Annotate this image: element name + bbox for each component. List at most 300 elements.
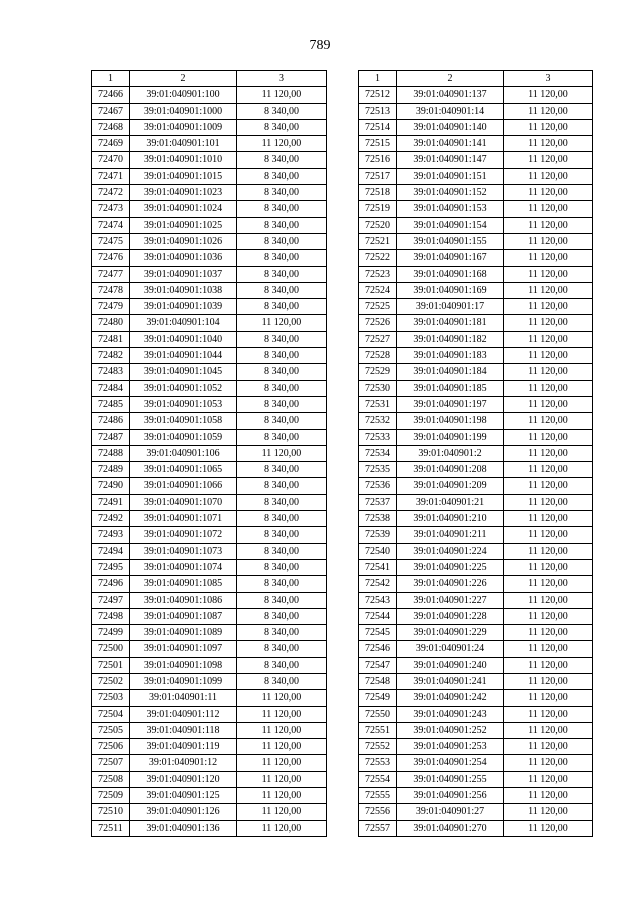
table-row	[359, 103, 593, 119]
cadastral-number-cell: 39:01:040901:1045	[130, 364, 237, 380]
row-number-cell: 72552	[359, 739, 397, 755]
cadastral-number-cell: 39:01:040901:209	[397, 478, 504, 494]
table-row	[92, 185, 327, 201]
amount-cell: 8 340,00	[237, 364, 327, 380]
table-row	[92, 168, 327, 184]
amount-cell: 11 120,00	[237, 771, 327, 787]
cadastral-number-cell: 39:01:040901:126	[130, 804, 237, 820]
table-row	[92, 608, 327, 624]
row-number-cell: 72522	[359, 250, 397, 266]
cadastral-number-cell: 39:01:040901:1089	[130, 625, 237, 641]
cadastral-number-cell: 39:01:040901:104	[130, 315, 237, 331]
table-row	[92, 201, 327, 217]
amount-cell: 8 340,00	[237, 576, 327, 592]
cadastral-number-cell: 39:01:040901:197	[397, 396, 504, 412]
table-row	[92, 511, 327, 527]
amount-cell: 8 340,00	[237, 152, 327, 168]
row-number-cell: 72542	[359, 576, 397, 592]
cadastral-number-cell: 39:01:040901:136	[130, 820, 237, 836]
row-number-cell: 72470	[92, 152, 130, 168]
amount-cell: 11 120,00	[504, 364, 593, 380]
row-number-cell: 72509	[92, 788, 130, 804]
row-number-cell: 72540	[359, 543, 397, 559]
table-row	[359, 266, 593, 282]
cadastral-number-cell: 39:01:040901:229	[397, 625, 504, 641]
column-header-2: 2	[397, 71, 504, 87]
table-row	[92, 673, 327, 689]
cadastral-number-cell: 39:01:040901:1025	[130, 217, 237, 233]
row-number-cell: 72534	[359, 445, 397, 461]
amount-cell: 8 340,00	[237, 543, 327, 559]
cadastral-number-cell: 39:01:040901:256	[397, 788, 504, 804]
table-row	[92, 527, 327, 543]
row-number-cell: 72496	[92, 576, 130, 592]
row-number-cell: 72483	[92, 364, 130, 380]
table-row	[92, 233, 327, 249]
cadastral-number-cell: 39:01:040901:1098	[130, 657, 237, 673]
amount-cell: 11 120,00	[504, 380, 593, 396]
table-row	[359, 250, 593, 266]
cadastral-number-cell: 39:01:040901:225	[397, 559, 504, 575]
table-row	[92, 543, 327, 559]
row-number-cell: 72551	[359, 722, 397, 738]
row-number-cell: 72479	[92, 299, 130, 315]
cadastral-number-cell: 39:01:040901:241	[397, 673, 504, 689]
cadastral-number-cell: 39:01:040901:1065	[130, 462, 237, 478]
cadastral-number-cell: 39:01:040901:106	[130, 445, 237, 461]
table-row	[359, 527, 593, 543]
cadastral-number-cell: 39:01:040901:1070	[130, 494, 237, 510]
cadastral-number-cell: 39:01:040901:240	[397, 657, 504, 673]
row-number-cell: 72469	[92, 136, 130, 152]
amount-cell: 8 340,00	[237, 657, 327, 673]
amount-cell: 8 340,00	[237, 250, 327, 266]
cadastral-number-cell: 39:01:040901:199	[397, 429, 504, 445]
cadastral-number-cell: 39:01:040901:2	[397, 445, 504, 461]
cadastral-number-cell: 39:01:040901:1039	[130, 299, 237, 315]
amount-cell: 8 340,00	[237, 511, 327, 527]
amount-cell: 8 340,00	[237, 462, 327, 478]
row-number-cell: 72480	[92, 315, 130, 331]
amount-cell: 11 120,00	[237, 820, 327, 836]
amount-cell: 11 120,00	[504, 87, 593, 103]
amount-cell: 8 340,00	[237, 185, 327, 201]
amount-cell: 11 120,00	[237, 804, 327, 820]
table-row	[359, 576, 593, 592]
cadastral-number-cell: 39:01:040901:153	[397, 201, 504, 217]
amount-cell: 11 120,00	[504, 217, 593, 233]
table-row	[359, 331, 593, 347]
row-number-cell: 72493	[92, 527, 130, 543]
amount-cell: 11 120,00	[504, 396, 593, 412]
row-number-cell: 72506	[92, 739, 130, 755]
cadastral-number-cell: 39:01:040901:168	[397, 266, 504, 282]
table-row	[359, 168, 593, 184]
table-row	[359, 396, 593, 412]
table-row	[359, 592, 593, 608]
cadastral-number-cell: 39:01:040901:137	[397, 87, 504, 103]
amount-cell: 11 120,00	[504, 788, 593, 804]
row-number-cell: 72548	[359, 673, 397, 689]
table-row	[359, 559, 593, 575]
table-row	[92, 119, 327, 135]
cadastral-number-cell: 39:01:040901:1099	[130, 673, 237, 689]
cadastral-number-cell: 39:01:040901:181	[397, 315, 504, 331]
cadastral-number-cell: 39:01:040901:182	[397, 331, 504, 347]
table-row	[92, 690, 327, 706]
row-number-cell: 72556	[359, 804, 397, 820]
cadastral-number-cell: 39:01:040901:154	[397, 217, 504, 233]
table-row	[92, 478, 327, 494]
row-number-cell: 72478	[92, 282, 130, 298]
amount-cell: 8 340,00	[237, 103, 327, 119]
row-number-cell: 72474	[92, 217, 130, 233]
table-row	[359, 201, 593, 217]
cadastral-number-cell: 39:01:040901:141	[397, 136, 504, 152]
amount-cell: 11 120,00	[504, 690, 593, 706]
table-row	[92, 282, 327, 298]
row-number-cell: 72511	[92, 820, 130, 836]
cadastral-number-cell: 39:01:040901:169	[397, 282, 504, 298]
row-number-cell: 72519	[359, 201, 397, 217]
amount-cell: 8 340,00	[237, 396, 327, 412]
cadastral-number-cell: 39:01:040901:155	[397, 233, 504, 249]
amount-cell: 11 120,00	[237, 136, 327, 152]
amount-cell: 11 120,00	[237, 788, 327, 804]
cadastral-number-cell: 39:01:040901:1072	[130, 527, 237, 543]
amount-cell: 8 340,00	[237, 119, 327, 135]
table-row	[92, 706, 327, 722]
amount-cell: 11 120,00	[504, 543, 593, 559]
row-number-cell: 72526	[359, 315, 397, 331]
row-number-cell: 72500	[92, 641, 130, 657]
amount-cell: 8 340,00	[237, 429, 327, 445]
amount-cell: 11 120,00	[237, 690, 327, 706]
row-number-cell: 72555	[359, 788, 397, 804]
cadastral-number-cell: 39:01:040901:125	[130, 788, 237, 804]
table-row	[92, 136, 327, 152]
amount-cell: 11 120,00	[504, 559, 593, 575]
row-number-cell: 72507	[92, 755, 130, 771]
table-row	[92, 722, 327, 738]
table-row	[359, 299, 593, 315]
row-number-cell: 72487	[92, 429, 130, 445]
column-header-2: 2	[130, 71, 237, 87]
row-number-cell: 72467	[92, 103, 130, 119]
amount-cell: 11 120,00	[504, 266, 593, 282]
table-row	[92, 462, 327, 478]
cadastral-number-cell: 39:01:040901:228	[397, 608, 504, 624]
cadastral-number-cell: 39:01:040901:255	[397, 771, 504, 787]
table-row	[92, 657, 327, 673]
cadastral-number-cell: 39:01:040901:167	[397, 250, 504, 266]
amount-cell: 8 340,00	[237, 282, 327, 298]
table-row	[92, 250, 327, 266]
row-number-cell: 72538	[359, 511, 397, 527]
row-number-cell: 72537	[359, 494, 397, 510]
amount-cell: 11 120,00	[504, 576, 593, 592]
amount-cell: 11 120,00	[504, 331, 593, 347]
row-number-cell: 72495	[92, 559, 130, 575]
table-row	[359, 722, 593, 738]
row-number-cell: 72468	[92, 119, 130, 135]
row-number-cell: 72541	[359, 559, 397, 575]
cadastral-number-cell: 39:01:040901:1097	[130, 641, 237, 657]
cadastral-number-cell: 39:01:040901:254	[397, 755, 504, 771]
table-row	[359, 657, 593, 673]
amount-cell: 8 340,00	[237, 625, 327, 641]
amount-cell: 11 120,00	[504, 119, 593, 135]
amount-cell: 8 340,00	[237, 331, 327, 347]
row-number-cell: 72505	[92, 722, 130, 738]
amount-cell: 8 340,00	[237, 527, 327, 543]
amount-cell: 11 120,00	[504, 722, 593, 738]
cadastral-number-cell: 39:01:040901:227	[397, 592, 504, 608]
table-row	[359, 608, 593, 624]
amount-cell: 11 120,00	[504, 706, 593, 722]
table-row	[92, 380, 327, 396]
row-number-cell: 72475	[92, 233, 130, 249]
row-number-cell: 72549	[359, 690, 397, 706]
amount-cell: 11 120,00	[504, 641, 593, 657]
cadastral-number-cell: 39:01:040901:270	[397, 820, 504, 836]
row-number-cell: 72530	[359, 380, 397, 396]
cadastral-number-cell: 39:01:040901:211	[397, 527, 504, 543]
row-number-cell: 72528	[359, 348, 397, 364]
row-number-cell: 72508	[92, 771, 130, 787]
table-row	[359, 87, 593, 103]
amount-cell: 11 120,00	[504, 136, 593, 152]
amount-cell: 11 120,00	[504, 804, 593, 820]
table-row	[92, 739, 327, 755]
table-row	[359, 673, 593, 689]
cadastral-number-cell: 39:01:040901:1009	[130, 119, 237, 135]
row-number-cell: 72532	[359, 413, 397, 429]
table-row	[92, 445, 327, 461]
amount-cell: 11 120,00	[504, 608, 593, 624]
row-number-cell: 72498	[92, 608, 130, 624]
cadastral-number-cell: 39:01:040901:11	[130, 690, 237, 706]
table-right-body	[359, 87, 593, 837]
row-number-cell: 72486	[92, 413, 130, 429]
amount-cell: 8 340,00	[237, 592, 327, 608]
table-left-body	[92, 87, 327, 837]
table-row	[359, 315, 593, 331]
amount-cell: 11 120,00	[237, 755, 327, 771]
amount-cell: 8 340,00	[237, 641, 327, 657]
row-number-cell: 72473	[92, 201, 130, 217]
table-row	[92, 364, 327, 380]
row-number-cell: 72497	[92, 592, 130, 608]
amount-cell: 11 120,00	[237, 739, 327, 755]
cadastral-number-cell: 39:01:040901:1066	[130, 478, 237, 494]
table-row	[359, 625, 593, 641]
row-number-cell: 72545	[359, 625, 397, 641]
row-number-cell: 72488	[92, 445, 130, 461]
cadastral-number-cell: 39:01:040901:1023	[130, 185, 237, 201]
table-row	[92, 217, 327, 233]
row-number-cell: 72539	[359, 527, 397, 543]
cadastral-number-cell: 39:01:040901:184	[397, 364, 504, 380]
table-row	[92, 771, 327, 787]
amount-cell: 11 120,00	[504, 657, 593, 673]
amount-cell: 11 120,00	[504, 185, 593, 201]
row-number-cell: 72477	[92, 266, 130, 282]
table-right	[358, 70, 593, 837]
table-row	[359, 136, 593, 152]
table-row	[359, 445, 593, 461]
row-number-cell: 72489	[92, 462, 130, 478]
table-row	[359, 429, 593, 445]
table-row	[92, 804, 327, 820]
table-row	[359, 690, 593, 706]
amount-cell: 8 340,00	[237, 233, 327, 249]
cadastral-number-cell: 39:01:040901:119	[130, 739, 237, 755]
cadastral-number-cell: 39:01:040901:1010	[130, 152, 237, 168]
amount-cell: 8 340,00	[237, 348, 327, 364]
table-row	[359, 282, 593, 298]
row-number-cell: 72543	[359, 592, 397, 608]
amount-cell: 11 120,00	[504, 445, 593, 461]
table-row	[359, 494, 593, 510]
table-row	[92, 641, 327, 657]
amount-cell: 11 120,00	[504, 462, 593, 478]
amount-cell: 11 120,00	[237, 722, 327, 738]
table-row	[359, 511, 593, 527]
cadastral-number-cell: 39:01:040901:1000	[130, 103, 237, 119]
amount-cell: 11 120,00	[504, 625, 593, 641]
cadastral-number-cell: 39:01:040901:21	[397, 494, 504, 510]
row-number-cell: 72557	[359, 820, 397, 836]
row-number-cell: 72533	[359, 429, 397, 445]
amount-cell: 11 120,00	[504, 739, 593, 755]
row-number-cell: 72490	[92, 478, 130, 494]
amount-cell: 8 340,00	[237, 559, 327, 575]
table-row	[359, 413, 593, 429]
table-row	[359, 739, 593, 755]
cadastral-number-cell: 39:01:040901:140	[397, 119, 504, 135]
cadastral-number-cell: 39:01:040901:185	[397, 380, 504, 396]
cadastral-number-cell: 39:01:040901:1052	[130, 380, 237, 396]
table-row	[92, 87, 327, 103]
table-row	[359, 543, 593, 559]
table-row	[359, 641, 593, 657]
amount-cell: 11 120,00	[504, 511, 593, 527]
amount-cell: 11 120,00	[504, 673, 593, 689]
row-number-cell: 72550	[359, 706, 397, 722]
amount-cell: 8 340,00	[237, 478, 327, 494]
column-header-3: 3	[504, 71, 593, 87]
cadastral-number-cell: 39:01:040901:226	[397, 576, 504, 592]
cadastral-number-cell: 39:01:040901:101	[130, 136, 237, 152]
table-row	[92, 559, 327, 575]
row-number-cell: 72471	[92, 168, 130, 184]
row-number-cell: 72516	[359, 152, 397, 168]
cadastral-number-cell: 39:01:040901:147	[397, 152, 504, 168]
amount-cell: 8 340,00	[237, 494, 327, 510]
table-row	[359, 462, 593, 478]
cadastral-number-cell: 39:01:040901:17	[397, 299, 504, 315]
amount-cell: 11 120,00	[504, 201, 593, 217]
amount-cell: 11 120,00	[237, 87, 327, 103]
cadastral-number-cell: 39:01:040901:1073	[130, 543, 237, 559]
cadastral-number-cell: 39:01:040901:1038	[130, 282, 237, 298]
table-row	[359, 364, 593, 380]
row-number-cell: 72494	[92, 543, 130, 559]
column-header-3: 3	[237, 71, 327, 87]
cadastral-number-cell: 39:01:040901:224	[397, 543, 504, 559]
cadastral-number-cell: 39:01:040901:208	[397, 462, 504, 478]
table-row	[92, 396, 327, 412]
cadastral-number-cell: 39:01:040901:210	[397, 511, 504, 527]
table-row	[359, 771, 593, 787]
row-number-cell: 72536	[359, 478, 397, 494]
table-row	[92, 315, 327, 331]
row-number-cell: 72517	[359, 168, 397, 184]
row-number-cell: 72520	[359, 217, 397, 233]
row-number-cell: 72510	[92, 804, 130, 820]
amount-cell: 8 340,00	[237, 201, 327, 217]
table-row	[359, 348, 593, 364]
amount-cell: 11 120,00	[504, 168, 593, 184]
amount-cell: 8 340,00	[237, 413, 327, 429]
table-row	[359, 478, 593, 494]
cadastral-number-cell: 39:01:040901:1024	[130, 201, 237, 217]
amount-cell: 11 120,00	[504, 413, 593, 429]
row-number-cell: 72529	[359, 364, 397, 380]
amount-cell: 8 340,00	[237, 608, 327, 624]
table-left	[91, 70, 327, 837]
table-row	[92, 494, 327, 510]
row-number-cell: 72513	[359, 103, 397, 119]
row-number-cell: 72518	[359, 185, 397, 201]
amount-cell: 11 120,00	[504, 282, 593, 298]
amount-cell: 11 120,00	[504, 315, 593, 331]
amount-cell: 8 340,00	[237, 168, 327, 184]
table-row	[92, 413, 327, 429]
amount-cell: 11 120,00	[504, 494, 593, 510]
table-row	[359, 788, 593, 804]
cadastral-number-cell: 39:01:040901:1036	[130, 250, 237, 266]
cadastral-number-cell: 39:01:040901:120	[130, 771, 237, 787]
table-row	[359, 152, 593, 168]
row-number-cell: 72481	[92, 331, 130, 347]
row-number-cell: 72544	[359, 608, 397, 624]
cadastral-number-cell: 39:01:040901:252	[397, 722, 504, 738]
table-row	[92, 348, 327, 364]
cadastral-number-cell: 39:01:040901:1037	[130, 266, 237, 282]
amount-cell: 11 120,00	[237, 706, 327, 722]
table-row	[92, 103, 327, 119]
row-number-cell: 72482	[92, 348, 130, 364]
cadastral-number-cell: 39:01:040901:24	[397, 641, 504, 657]
cadastral-number-cell: 39:01:040901:151	[397, 168, 504, 184]
row-number-cell: 72499	[92, 625, 130, 641]
row-number-cell: 72525	[359, 299, 397, 315]
row-number-cell: 72531	[359, 396, 397, 412]
cadastral-number-cell: 39:01:040901:1040	[130, 331, 237, 347]
table-row	[92, 592, 327, 608]
table-row	[359, 755, 593, 771]
cadastral-number-cell: 39:01:040901:1044	[130, 348, 237, 364]
row-number-cell: 72472	[92, 185, 130, 201]
amount-cell: 11 120,00	[504, 152, 593, 168]
table-row	[92, 429, 327, 445]
table-row	[359, 706, 593, 722]
row-number-cell: 72553	[359, 755, 397, 771]
amount-cell: 11 120,00	[504, 348, 593, 364]
cadastral-number-cell: 39:01:040901:1085	[130, 576, 237, 592]
